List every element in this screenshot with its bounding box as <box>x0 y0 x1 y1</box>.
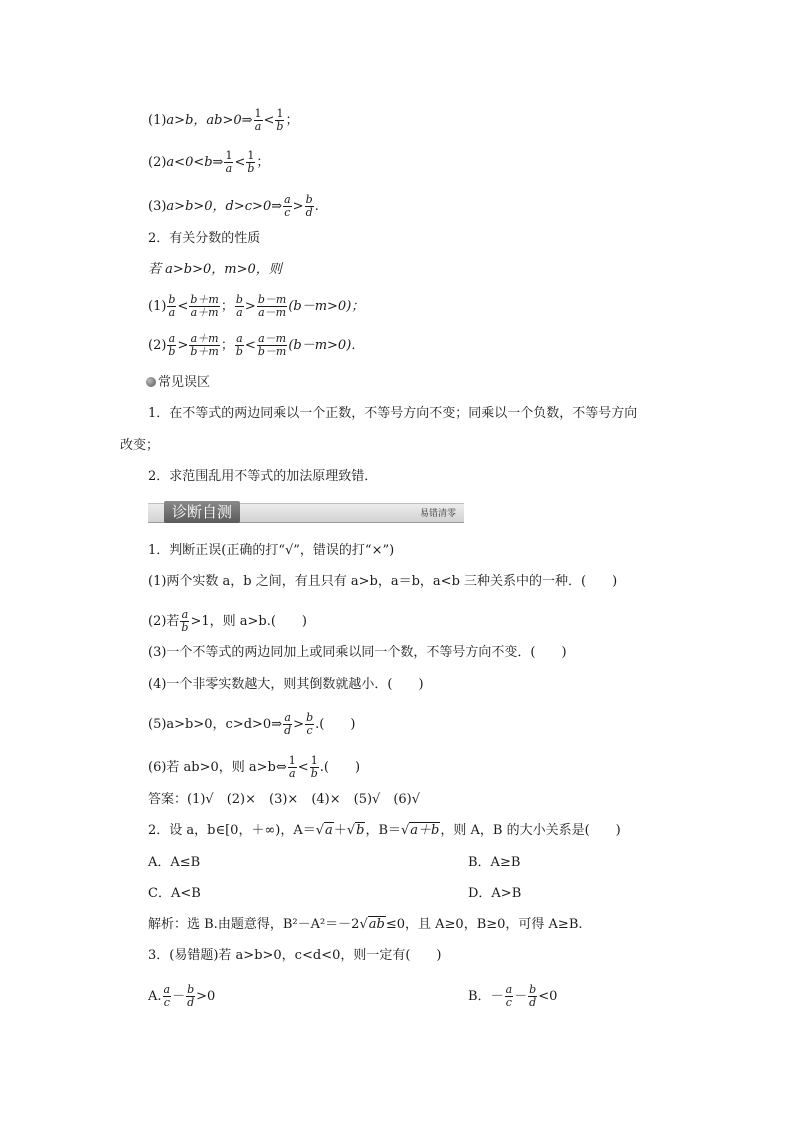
question-1: 1．判断正误(正确的打“√”，错误的打“×”) <box>148 543 395 558</box>
fraction: $\frac{b}{d}$ <box>529 983 537 1009</box>
item-text: ，B＝ <box>365 823 401 838</box>
question-2: 2．设 a，b∈[0，＋∞)，A＝√a＋√b，B＝√a＋b，则 A，B 的大小关系是( ) <box>148 823 621 838</box>
item-text: (6)若 ab>0，则 a>b⇔ <box>148 760 287 775</box>
item-text: 解析：选 B.由题意得，B²－A²＝－2 <box>148 917 360 932</box>
item-number: (2) <box>148 155 167 170</box>
mistakes-heading <box>146 375 210 391</box>
item-text: (2)若 <box>148 614 180 629</box>
question-1-item-3: (3)一个不等式的两边同加上或同乘以同一个数，不等号方向不变．( ) <box>148 645 567 660</box>
fraction: $\frac{1}{a}$ <box>254 107 262 133</box>
fraction: $\frac{a}{c}$ <box>505 983 513 1009</box>
condition-text: a<0<b⇒ <box>166 155 224 170</box>
section-heading-fractions: 2．有关分数的性质 <box>148 231 261 246</box>
fraction: $\frac{a}{c}$ <box>163 983 171 1009</box>
fraction: $\frac{b}{a}$ <box>168 293 176 319</box>
fraction: $\frac{a+m}{b+m}$ <box>190 332 219 358</box>
question-1-item-2 <box>148 609 307 634</box>
property-line-2 <box>148 150 269 175</box>
option-b: B．A≥B <box>468 855 521 870</box>
fraction-property-2 <box>148 333 364 358</box>
solution-2: 解析：选 B.由题意得，B²－A²＝－2√ab≤0，且 A≥0，B≥0，可得 A≥B. <box>148 917 583 932</box>
item-number: (2) <box>148 338 167 353</box>
item-text: >0 <box>196 989 216 1004</box>
punctuation: ； <box>285 113 299 128</box>
fraction: $\frac{a}{c}$ <box>284 193 291 219</box>
banner-subtitle: 易错清零 <box>419 509 456 519</box>
property-line-1 <box>148 108 298 133</box>
item-number: (3) <box>148 199 167 214</box>
fraction: $\frac{1}{b}$ <box>310 754 318 780</box>
item-number: (1) <box>148 299 167 314</box>
relation: < <box>177 299 189 314</box>
item-text: ，则 A，B 的大小关系是( ) <box>440 823 621 838</box>
condition-text: (b－m>0)． <box>288 338 365 353</box>
fraction: $\frac{1}{b}$ <box>276 107 284 133</box>
mistake-1-line-b: 改变； <box>120 438 160 453</box>
fraction: $\frac{b}{c}$ <box>306 711 314 737</box>
option-a: A．A≤B <box>148 855 201 870</box>
item-text: ≤0，且 A≥0，B≥0，可得 A≥B. <box>385 917 583 932</box>
item-text: .( ) <box>315 717 356 732</box>
fraction: $\frac{b}{d}$ <box>305 193 313 219</box>
question-1-item-1: (1)两个实数 a，b 之间，有且只有 a>b，a＝b，a<b 三种关系中的一种．( ) <box>148 574 618 589</box>
q3-option-b <box>468 984 557 1009</box>
sqrt-b: b <box>356 823 365 838</box>
option-d: D．A>B <box>468 886 522 901</box>
punctuation: ； <box>256 155 270 170</box>
mistakes-title: 常见误区 <box>158 375 211 390</box>
fraction: $\frac{b+m}{a+m}$ <box>190 293 219 319</box>
fraction: $\frac{1}{a}$ <box>288 754 296 780</box>
fraction-condition: 若 a>b>0，m>0，则 <box>148 262 282 277</box>
relation: < <box>263 113 275 128</box>
fraction: $\frac{b}{a}$ <box>235 293 243 319</box>
section-banner <box>148 503 464 523</box>
fraction: $\frac{a}{d}$ <box>284 711 292 737</box>
relation: < <box>244 338 256 353</box>
condition-text: a>b>0，d>c>0⇒ <box>166 199 283 214</box>
condition-text: a>b，ab>0⇒ <box>166 113 253 128</box>
punctuation: ； <box>220 299 234 314</box>
option-label: B． <box>468 989 491 1004</box>
relation: < <box>234 155 246 170</box>
property-line-3 <box>148 194 319 219</box>
question-1-item-5 <box>148 712 355 737</box>
sqrt-ab: ab <box>368 917 385 932</box>
relation: > <box>244 299 256 314</box>
operator: － <box>172 989 186 1004</box>
punctuation: . <box>314 199 319 214</box>
fraction: $\frac{1}{a}$ <box>225 149 233 175</box>
answer-line: 答案：(1)√ (2)× (3)× (4)× (5)√ (6)√ <box>148 792 421 807</box>
operator: － <box>490 989 504 1004</box>
question-1-item-6 <box>148 755 360 780</box>
fraction: $\frac{b}{d}$ <box>187 983 195 1009</box>
mistake-1-line-a: 1．在不等式的两边同乘以一个正数，不等号方向不变；同乘以一个负数，不等号方向 <box>148 406 638 421</box>
fraction: $\frac{a-m}{b-m}$ <box>257 332 287 358</box>
condition-text: (b－m>0)； <box>288 299 365 314</box>
plus-sign: ＋ <box>333 823 347 838</box>
question-1-item-4: (4)一个非零实数越大，则其倒数就越小．( ) <box>148 677 424 692</box>
sqrt-a-plus-b: a＋b <box>410 823 440 838</box>
operator: － <box>514 989 528 1004</box>
fraction: $\frac{a}{b}$ <box>168 332 176 358</box>
option-c: C．A<B <box>148 886 201 901</box>
fraction-property-1 <box>148 294 364 319</box>
relation: < <box>297 760 309 775</box>
fraction: $\frac{a}{b}$ <box>235 332 243 358</box>
lightbulb-icon <box>146 377 156 387</box>
item-text: <0 <box>538 989 558 1004</box>
sqrt-a: a <box>325 823 333 838</box>
relation: > <box>292 199 304 214</box>
relation: > <box>177 338 189 353</box>
item-text: >1，则 a>b.( ) <box>190 614 308 629</box>
item-text: 2．设 a，b∈[0，＋∞)，A＝ <box>148 823 316 838</box>
question-3: 3．(易错题)若 a>b>0，c<d<0，则一定有( ) <box>148 948 442 963</box>
punctuation: ； <box>220 338 234 353</box>
mistake-2: 2．求范围乱用不等式的加法原理致错． <box>148 469 378 484</box>
q3-option-a <box>148 984 215 1009</box>
item-number: (1) <box>148 113 167 128</box>
banner-title: 诊断自测 <box>164 501 240 523</box>
fraction: $\frac{b-m}{a-m}$ <box>257 293 287 319</box>
relation: > <box>293 717 305 732</box>
option-label: A. <box>148 989 162 1004</box>
item-text: (5)a>b>0，c>d>0⇒ <box>148 717 283 732</box>
fraction: $\frac{1}{b}$ <box>247 149 255 175</box>
item-text: .( ) <box>319 760 361 775</box>
fraction: $\frac{a}{b}$ <box>181 608 189 634</box>
